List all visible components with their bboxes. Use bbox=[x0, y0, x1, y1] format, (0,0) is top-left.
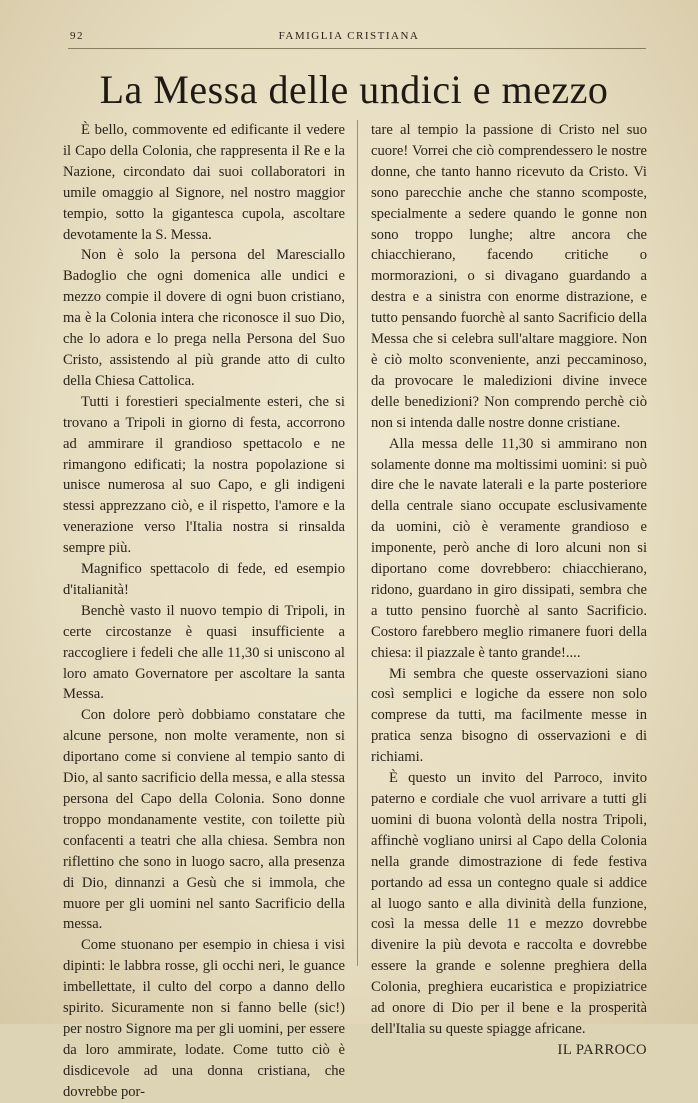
last-paragraph bbox=[371, 768, 647, 1058]
paragraph: Come stuonano per esempio in chiesa i visi dipinti: le labbra rosse, gli occhi neri, le guance imbellettate, il culto del corpo a danno dello spirito. Sicuramente non si fanno belle (sic!) per nostro Signore ma per gli uomini, per essere da loro ammirate, lodate. Come tutto ciò è disdicevole ad una donna cristiana, che dovrebbe por- bbox=[63, 937, 345, 1100]
right-column bbox=[371, 120, 647, 1061]
paragraph: Alla messa delle 11,30 si ammirano non solamente donne ma moltissimi uomini: si può dire che le navate laterali e la parte posteriore della centrale siano occupate esclusivamente da uomini, ciò è veramente grandioso e imponente, però anche di loro alcuni non si diportano come dovrebbero: chiacchierano, ridono, guardano in giro dissipati, sembra che a tutto pensino fuorchè al santo Sacrificio. Costoro farebbero meglio rimanere fuori della chiesa: il piazzale è tanto grande!.... bbox=[371, 435, 647, 661]
paragraph-text: È questo un invito del Parroco, invito paterno e cordiale che vuol arrivare a tutti gli uomini di buona volontà della nostra Tripoli, affinchè vogliano unirsi al Capo della Colonia nella grande dimostrazione di fede festiva portando ad essa un contegno quale si addice al luogo santo e alla divinità della funzione, così la messa delle 11 e mezzo dovrebbe divenire la più devota e raccolta e dovrebbe essere la grande e solenne preghiera della Colonia, preghiera eucaristica e propiziatrice ad onore di Dio per il bene e la prosperità dell'Italia su queste spiagge africane. bbox=[371, 770, 647, 1037]
running-header bbox=[70, 30, 628, 46]
paragraph: Con dolore però dobbiamo constatare che alcune persone, non molte veramente, non si diportano come si conviene al tempio santo di Dio, al santo sacrificio della messa, e alla stessa persona del Capo della Colonia. Sono donne troppo mondanamente vestite, con toilette più confacenti a teatri che alla chiesa. Sembra non riflettino che sono in luogo sacro, alla presenza di Dio, dinnanzi a Gesù che si immola, che muore per gli uomini nel santo Sacrificio della messa. bbox=[63, 707, 345, 933]
left-column bbox=[63, 120, 345, 1103]
paragraph: È bello, commovente ed edificante il vedere il Capo della Colonia, che rappresenta il Re e la Nazione, circondato dai suoi collaboratori in umile omaggio al Signore, nel nostro maggior tempio, sotto la gigantesca cupola, ascoltare devotamente la S. Messa. bbox=[63, 122, 345, 243]
paragraph: Mi sembra che queste osservazioni siano così semplici e logiche da essere non solo comprese da tutti, ma facilmente messe in pratica senza bisogno di osservazioni e di richiami. bbox=[371, 665, 647, 766]
page-number: 92 bbox=[70, 30, 84, 42]
signature: IL PARROCO bbox=[557, 1041, 647, 1058]
paragraph: Benchè vasto il nuovo tempio di Tripoli, in certe circostanze è quasi insufficiente a raccogliere i fedeli che alle 11,30 si uniscono al loro amato Governatore per ascoltare la santa Messa. bbox=[63, 602, 345, 703]
magazine-name: FAMIGLIA CRISTIANA bbox=[278, 30, 420, 42]
paragraph: tare al tempio la passione di Cristo nel suo cuore! Vorrei che ciò comprendessero le nostre donne, che tanto hanno ricevuto da Cristo. Vi sono parecchie anche che stanno scomposte, specialmente a sedere quando le gonne non sono troppo lunghe; altre ancora che chiacchierano, facendo critiche o mormorazioni, o si divagano guardando a destra e a sinistra con enorme distrazione, e tutto pensando fuorchè al santo Sacrificio della Messa che si celebra sull'altare maggiore. Non è ciò molto sconveniente, anzi peccaminoso, da provocare le maledizioni divine invece delle benedizioni? Non comprendo perchè ciò non si intenda dalle nostre donne cristiane. bbox=[371, 122, 647, 431]
article-title: La Messa delle undici e mezzo bbox=[99, 67, 609, 112]
paragraph: Tutti i forestieri specialmente esteri, che si trovano a Tripoli in giorno di festa, accorrono ad ammirare il grandioso spettacolo e ne rimangono edificati; la nostra popolazione si unisce numerosa al suo Capo, e gli indigeni stessi apprezzano ciò, e il rispetto, l'amore e la venerazione verso l'Italia nostra si rinsalda sempre più. bbox=[63, 393, 345, 557]
paragraph: Non è solo la persona del Maresciallo Badoglio che ogni domenica alle undici e mezzo compie il dovere di ogni buon cristiano, ma è la Colonia intera che riconosce il suo Dio, che lo adora e lo prega nella Persona del Suo Cristo, assistendo al più grande atto di culto della Chiesa Cattolica. bbox=[63, 247, 345, 389]
column-divider bbox=[357, 120, 358, 966]
paragraph: Magnifico spettacolo di fede, ed esempio d'italianità! bbox=[63, 561, 345, 598]
header-rule bbox=[68, 48, 646, 49]
